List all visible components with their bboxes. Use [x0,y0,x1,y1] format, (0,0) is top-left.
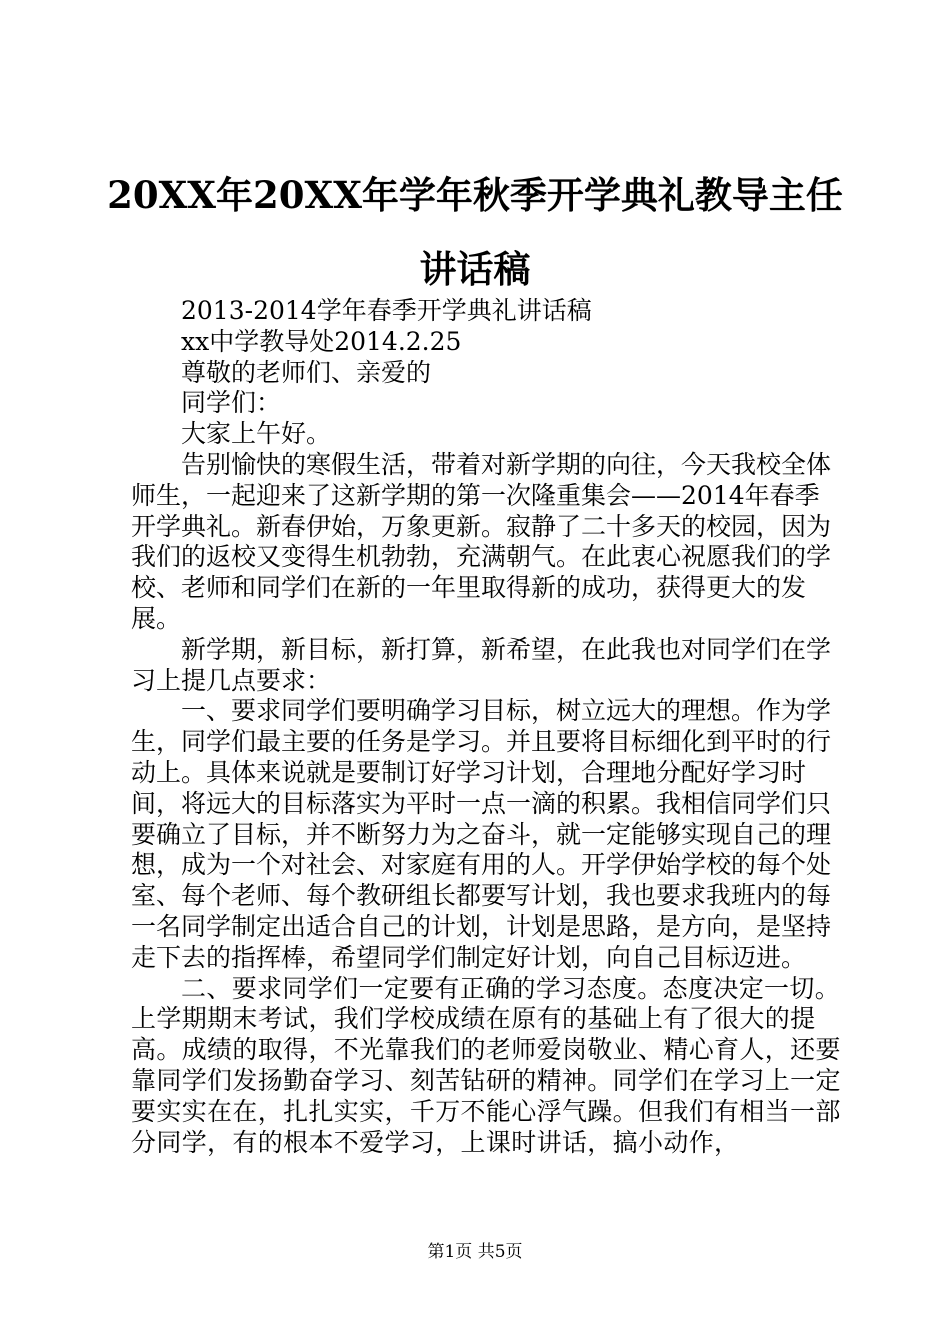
paragraph-intro: 告别愉快的寒假生活，带着对新学期的向往，今天我校全体师生，一起迎来了这新学期的第一次隆重集会——2014年春季开学典礼。新春伊始，万象更新。寂静了二十多天的校园，因为我们的返校又变得生机勃勃，充满朝气。在此衷心祝愿我们的学校、老师和同学们在新的一年里取得新的成功，获得更大的发展。 [131,449,832,633]
page-number-footer: 第1页 共5页 [427,1242,523,1262]
paragraph-requirements-lead: 新学期，新目标，新打算，新希望，在此我也对同学们在学习上提几点要求： [131,634,832,695]
paragraph-greeting: 大家上午好。 [181,419,332,449]
paragraph-requirement-two: 二、要求同学们一定要有正确的学习态度。态度决定一切。上学期期末考试，我们学校成绩在原有的基础上有了很大的提高。成绩的取得，不光靠我们的老师爱岗敬业、精心育人，还要靠同学们发扬勤奋学习、刻苦钻研的精神。同学们在学习上一定要实实在在，扎扎实实，千万不能心浮气躁。但我们有相当一部分同学，有的根本不爱学习，上课时讲话，搞小动作， [131,973,841,1157]
paragraph-author-date: xx中学教导处2014.2.25 [181,326,462,356]
paragraph-salutation-cont: 同学们： [181,388,282,418]
document-body [131,296,841,1158]
document-title: 20XX年20XX年学年秋季开学典礼教导主任讲话稿 [107,173,843,291]
paragraph-requirement-one: 一、要求同学们要明确学习目标，树立远大的理想。作为学生，同学们最主要的任务是学习。并且要将目标细化到平时的行动上。具体来说就是要制订好学习计划，合理地分配好学习时间，将远大的目标落实为平时一点一滴的积累。我相信同学们只要确立了目标，并不断努力为之奋斗，就一定能够实现自己的理想，成为一个对社会、对家庭有用的人。开学伊始学校的每个处室、每个老师、每个教研组长都要写计划，我也要求我班内的每一名同学制定出适合自己的计划，计划是思路，是方向，是坚持走下去的指挥棒，希望同学们制定好计划，向自己目标迈进。 [131,696,832,972]
paragraph-salutation: 尊敬的老师们、亲爱的 [181,357,432,387]
paragraph-heading-line: 2013-2014学年春季开学典礼讲话稿 [181,296,592,325]
